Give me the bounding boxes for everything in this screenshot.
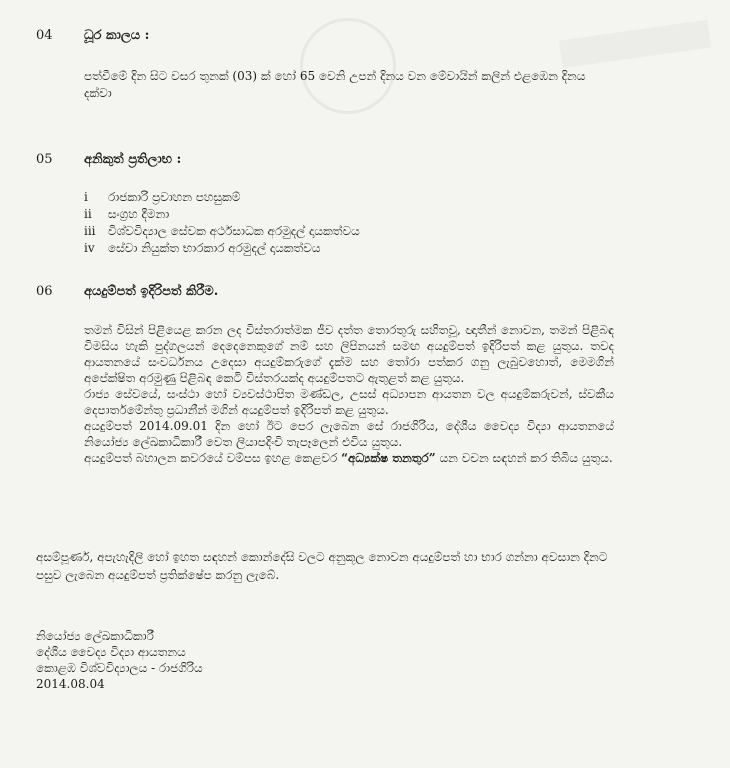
list-item-roman: iii — [84, 224, 96, 238]
closing-text-after: යන වචන සඳහන් කර තිබිය යුතුය. — [435, 451, 613, 465]
signature-title: නියෝජ්‍ය ලේඛකාධිකාරී — [36, 629, 154, 643]
section-04-text: පත්වීමේ දින සිට වසර තුනක් (03) ක් හෝ 65 වෙනි උපන් දිනය වන මේවායින් කලින් එළඹෙන දිනය දක්වා — [84, 69, 586, 100]
list-item-text: රාජකාරි ප්‍රවාහන පහසුකම් — [108, 190, 241, 204]
signature-university: කොළඹ විශ්වවිද්‍යාලය - රාජගිරිය — [36, 661, 203, 675]
list-item-roman: ii — [84, 207, 92, 221]
section-06-paragraph: තමන් විසින් පිළියෙළ කරන ලද විස්තරාත්මක ජීව දත්ත තොරතුරු සහිතවූ, ඥාතීන් නොවන, තමන් පිළිබඳ විමසිය හැකි පුද්ගලයන් දෙදෙනෙකුගේ නම් සහ ලිපිනයන් සමඟ අයදුම්පත් ඉදිරිපත් කළ යුතුය. තවද ආයතනයේ සංවර්ධනය උදෙසා අයදුම්කරුගේ දැක්ම සහ තෝරා පත්කර ගනු ලැබුවහොත්, මෙමගින් අපේක්ෂිත අරමුණු පිළිබඳ කෙටි විස්තරයක්ද අයදුම්පතට ඇතුළත් කළ යුතුය. — [84, 323, 614, 385]
section-05-number: 05 — [36, 152, 53, 167]
list-item-text: විශ්වවිද්‍යාල සේවක අර්ථසාධක අරමුදල් දායකත්වය — [108, 224, 360, 238]
section-06-number: 06 — [36, 284, 53, 299]
list-item-roman: iv — [84, 241, 95, 255]
section-06-closing — [84, 450, 614, 466]
benefits-list — [84, 190, 360, 258]
faint-bleedthrough-mark — [559, 20, 711, 69]
signature-block — [36, 628, 203, 692]
section-04-heading: ධූර කාලය : — [84, 28, 150, 43]
section-04-number: 04 — [36, 28, 53, 43]
closing-quote: “අධ්‍යක්ෂ තනතුර” — [341, 451, 436, 465]
rejection-note: අසම්පූර්ණ, අපැහැදිලි හෝ ඉහත සඳහන් කොන්දේසි වලට අනුකූල නොවන අයදුම්පත් හා භාර ගන්නා අවසාන දිනට පසුව ලැබෙන අයදුම්පත් ප්‍රතික්ෂේප කරනු ලැබේ. — [36, 550, 608, 582]
section-06-paragraph: අයදුම්පත් 2014.09.01 දින හෝ ඊට පෙර ලැබෙන සේ රාජගිරිය, දේශීය වෛද්‍ය විද්‍යා ආයතනයේ නියෝජ්‍ය ලේඛකාධිකාරී වෙත ලියාපදිංචි තැපෑලෙන් එවිය යුතුය. — [84, 419, 614, 449]
list-item-text: සේවා නියුක්ත භාරකාර අරමුදල් දායකත්වය — [108, 241, 321, 255]
signature-date: 2014.08.04 — [36, 677, 105, 691]
list-item-roman: i — [84, 190, 88, 204]
closing-text-before: අයදුම්පත් බහාලන කවරයේ වම්පස ඉහළ කෙළවර — [84, 451, 342, 465]
list-item — [84, 190, 360, 207]
list-item — [84, 241, 360, 258]
section-06-body — [84, 322, 614, 466]
section-05-heading: අනිකුත් ප්‍රතිලාභ : — [84, 152, 182, 167]
list-item — [84, 207, 360, 224]
signature-institute: දේශීය වෛද්‍ය විද්‍යා ආයතනය — [36, 645, 186, 659]
list-item — [84, 224, 360, 241]
section-06-paragraph: රාජ්‍ය සේවයේ, සංස්ථා හෝ ව්‍යවස්ථාපිත මණ්ඩල, උසස් අධ්‍යාපන ආයතන වල අයදුම්කරුවන්, ස්වකීය දෙපාර්තමේන්තු ප්‍රධානීන් මගින් අයදුම්පත් ඉදිරිපත් කළ යුතුය. — [84, 387, 614, 417]
list-item-text: සංග්‍රහ දීමනා — [108, 207, 170, 221]
section-06-heading: අයදුම්පත් ඉදිරිපත් කිරීම. — [84, 284, 219, 299]
